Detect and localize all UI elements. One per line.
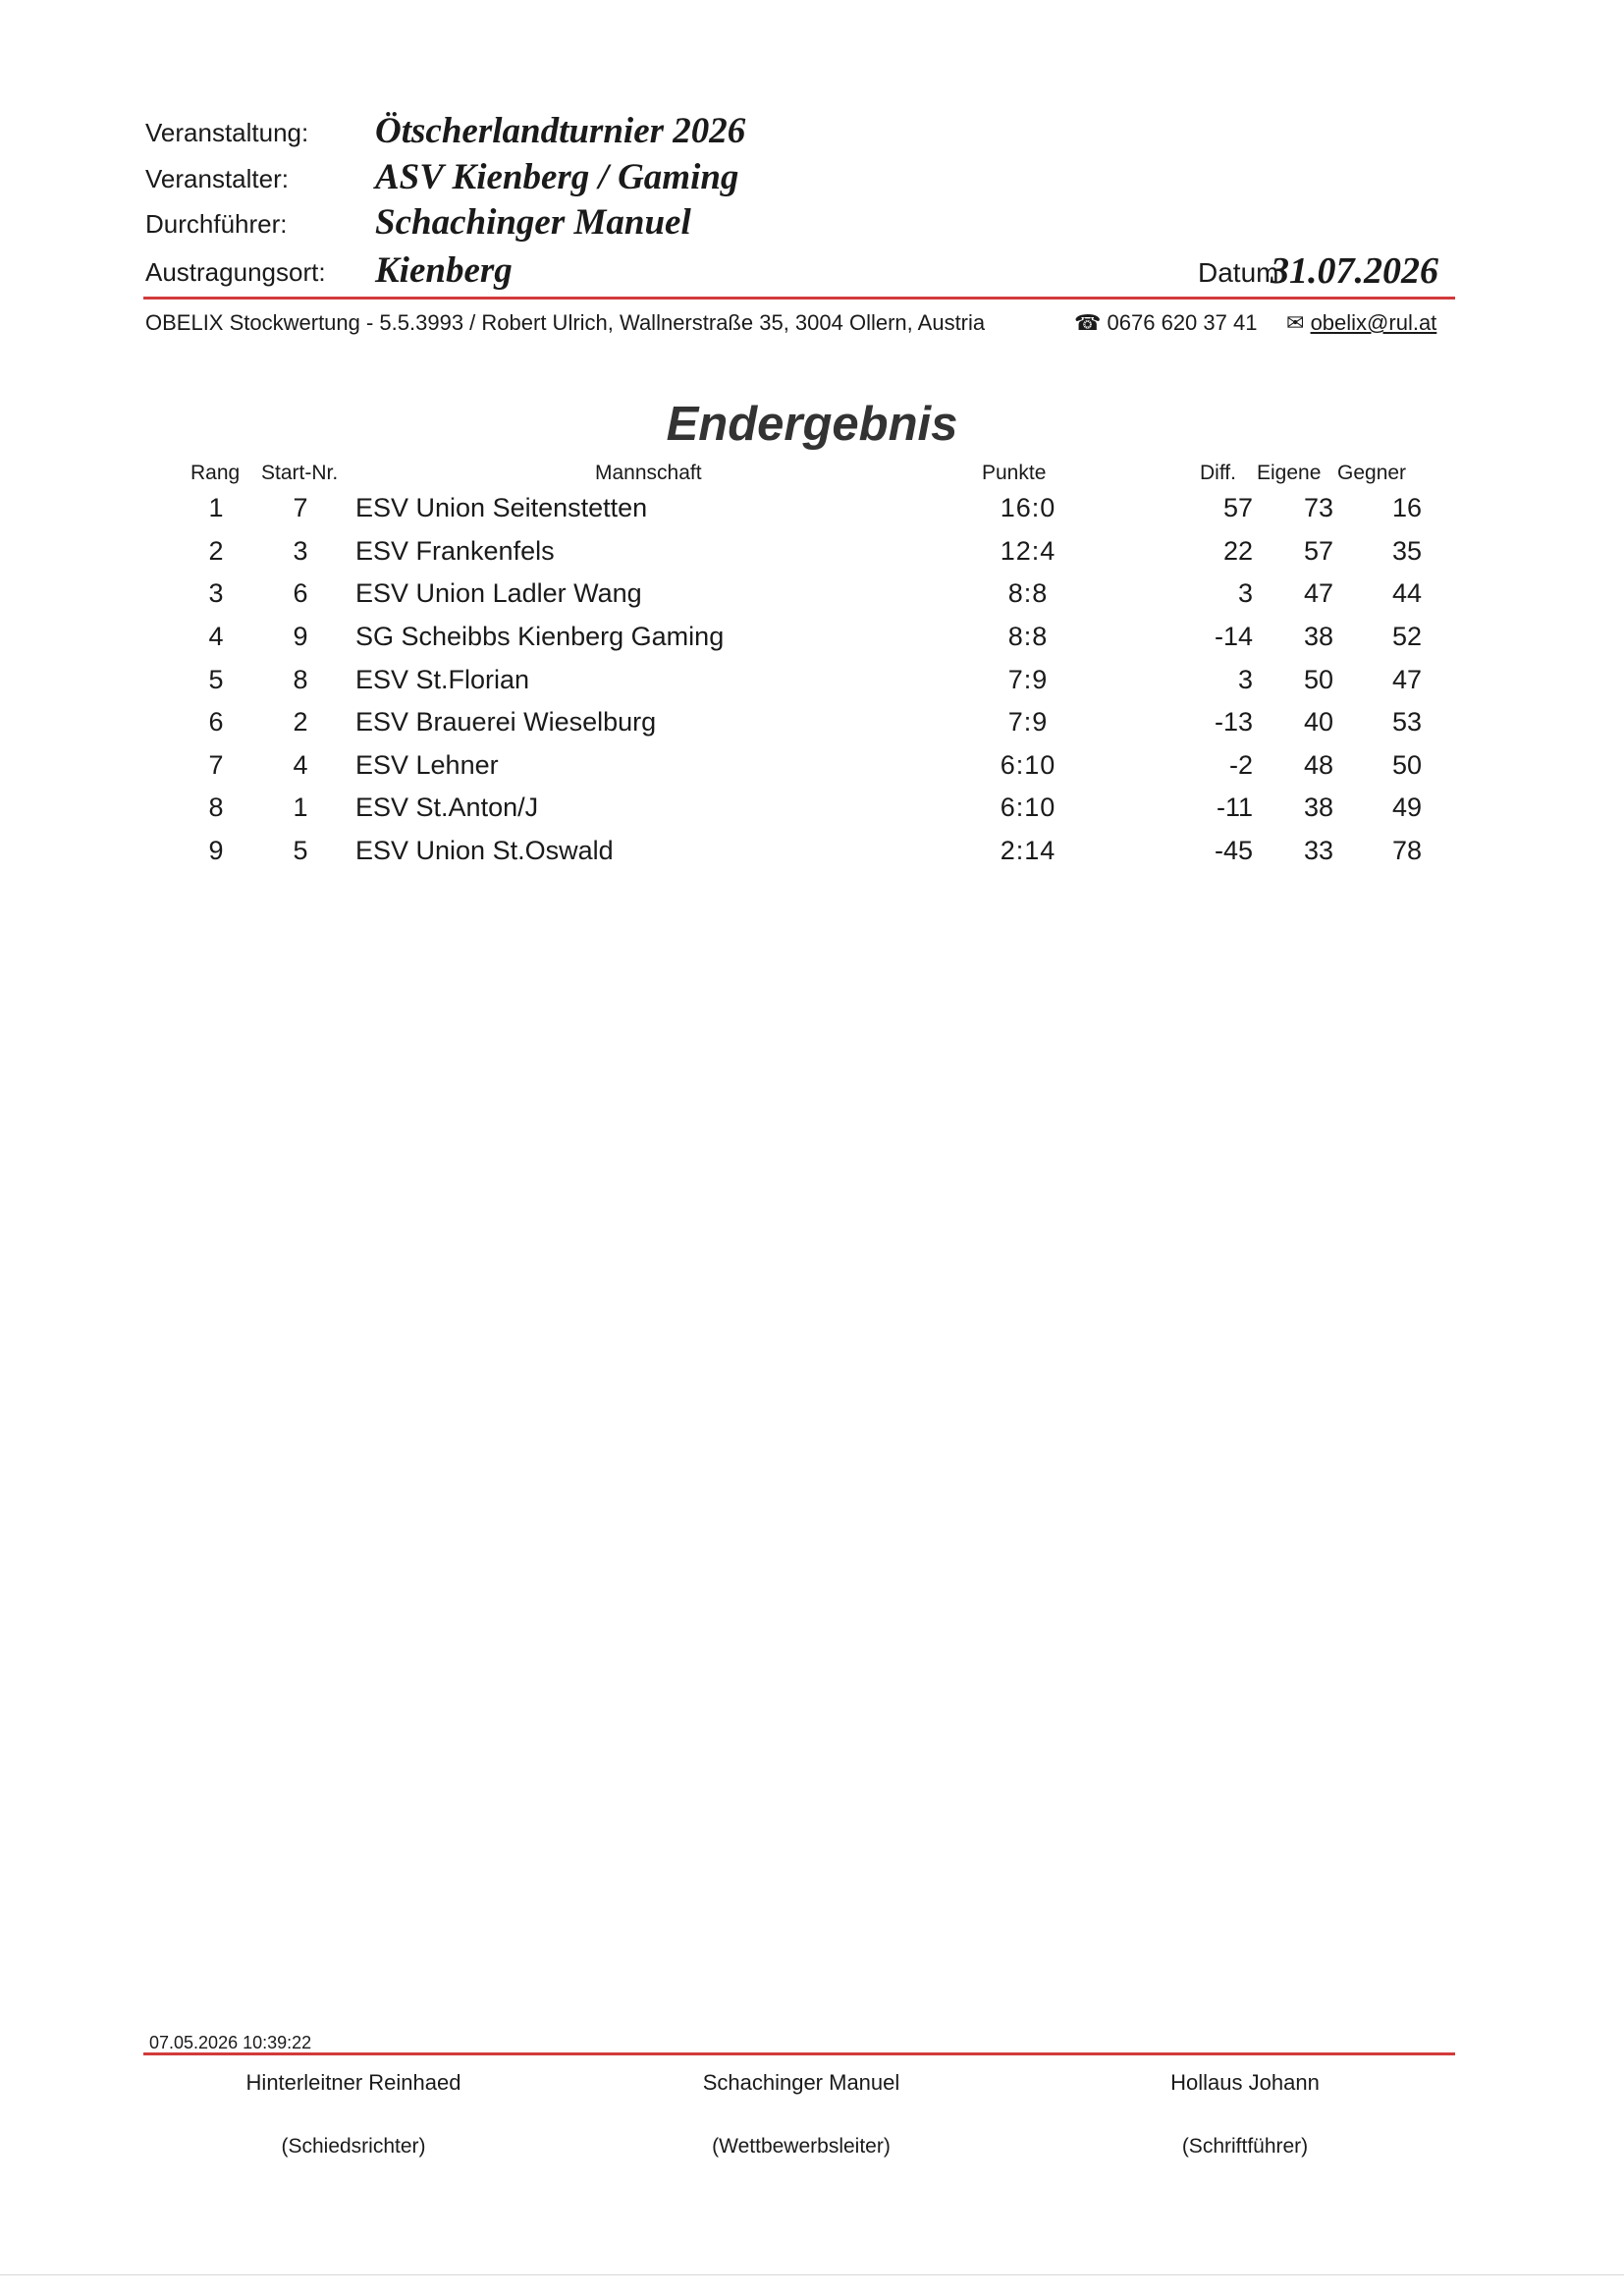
cell-team: ESV Brauerei Wieselburg — [355, 707, 657, 738]
cell-gegner: 52 — [1391, 622, 1422, 652]
results-table — [177, 487, 1422, 872]
executor-value: Schachinger Manuel — [375, 202, 691, 243]
cell-diff: 3 — [1237, 578, 1253, 609]
cell-gegner: 78 — [1391, 836, 1422, 866]
col-head-rang: Rang — [190, 462, 241, 484]
table-row — [177, 701, 1422, 744]
phone-info — [1074, 310, 1257, 336]
table-row — [177, 616, 1422, 659]
cell-gegner: 50 — [1391, 749, 1422, 780]
signature-secretary-name: Hollaus Johann — [1170, 2070, 1320, 2095]
cell-punkte: 6:10 — [1000, 793, 1056, 823]
cell-eigene: 38 — [1303, 622, 1333, 652]
table-row — [177, 658, 1422, 701]
cell-eigene: 57 — [1303, 535, 1333, 566]
telephone-icon: ☎ — [1074, 310, 1102, 335]
cell-eigene: 40 — [1303, 707, 1333, 738]
cell-diff: -13 — [1214, 707, 1253, 738]
cell-diff: -11 — [1216, 793, 1253, 823]
cell-team: ESV St.Anton/J — [355, 793, 539, 823]
event-label: Veranstaltung: — [145, 118, 309, 147]
cell-team: ESV Lehner — [355, 749, 499, 780]
table-row — [177, 530, 1422, 574]
cell-team: SG Scheibbs Kienberg Gaming — [355, 622, 725, 652]
cell-rang: 1 — [208, 493, 224, 523]
cell-punkte: 12:4 — [1000, 535, 1056, 566]
executor-label: Durchführer: — [145, 209, 288, 239]
cell-start: 3 — [293, 535, 308, 566]
cell-start: 1 — [293, 793, 308, 823]
table-row — [177, 787, 1422, 830]
cell-team: ESV Union Ladler Wang — [355, 578, 642, 609]
envelope-icon: ✉ — [1286, 310, 1305, 335]
signature-secretary-role: (Schriftführer) — [1181, 2135, 1309, 2158]
cell-team: ESV Frankenfels — [355, 535, 555, 566]
cell-eigene: 38 — [1303, 793, 1333, 823]
cell-eigene: 50 — [1303, 664, 1333, 694]
cell-eigene: 48 — [1303, 749, 1333, 780]
cell-rang: 6 — [208, 707, 224, 738]
cell-rang: 4 — [208, 622, 224, 652]
cell-rang: 5 — [208, 664, 224, 694]
cell-start: 9 — [293, 622, 308, 652]
cell-gegner: 53 — [1391, 707, 1422, 738]
date-value: 31.07.2026 — [1271, 250, 1438, 292]
col-head-diff: Diff. — [1200, 462, 1236, 484]
print-timestamp: 07.05.2026 10:39:22 — [149, 2033, 312, 2052]
cell-diff: -2 — [1228, 749, 1253, 780]
cell-gegner: 16 — [1391, 493, 1422, 523]
col-head-punkte: Punkte — [982, 462, 1047, 484]
software-info: OBELIX Stockwertung - 5.5.3993 / Robert Ulrich, Wallnerstraße 35, 3004 Ollern, Austria — [145, 310, 986, 335]
col-head-team: Mannschaft — [595, 462, 702, 484]
cell-rang: 9 — [208, 836, 224, 866]
cell-rang: 3 — [208, 578, 224, 609]
date-label: Datum: — [1198, 257, 1287, 288]
event-value: Ötscherlandturnier 2026 — [375, 111, 746, 151]
cell-punkte: 8:8 — [1007, 578, 1049, 609]
signature-referee-role: (Schiedsrichter) — [281, 2135, 426, 2158]
col-head-eigene: Eigene — [1257, 462, 1322, 484]
header-divider — [143, 297, 1455, 300]
cell-gegner: 49 — [1391, 793, 1422, 823]
cell-team: ESV St.Florian — [355, 664, 530, 694]
cell-team: ESV Union St.Oswald — [355, 836, 614, 866]
email-info — [1286, 310, 1436, 336]
venue-value: Kienberg — [375, 250, 513, 291]
col-head-start: Start-Nr. — [261, 462, 339, 484]
cell-punkte: 16:0 — [1000, 493, 1056, 523]
phone-number: 0676 620 37 41 — [1107, 310, 1258, 335]
cell-start: 4 — [293, 749, 308, 780]
table-row — [177, 830, 1422, 873]
cell-diff: 22 — [1222, 535, 1253, 566]
cell-start: 2 — [293, 707, 308, 738]
table-row — [177, 573, 1422, 616]
cell-diff: 3 — [1237, 664, 1253, 694]
cell-punkte: 2:14 — [1000, 836, 1056, 866]
cell-eigene: 73 — [1303, 493, 1333, 523]
signature-referee-name: Hinterleitner Reinhaed — [245, 2070, 461, 2095]
cell-eigene: 33 — [1303, 836, 1333, 866]
footer-divider — [143, 2052, 1455, 2055]
cell-start: 7 — [293, 493, 308, 523]
cell-start: 6 — [293, 578, 308, 609]
cell-rang: 7 — [208, 749, 224, 780]
cell-start: 5 — [293, 836, 308, 866]
cell-punkte: 8:8 — [1007, 622, 1049, 652]
cell-eigene: 47 — [1303, 578, 1333, 609]
table-row — [177, 487, 1422, 530]
col-head-gegner: Gegner — [1337, 462, 1407, 484]
cell-gegner: 44 — [1391, 578, 1422, 609]
cell-diff: -45 — [1214, 836, 1253, 866]
cell-gegner: 47 — [1391, 664, 1422, 694]
cell-diff: 57 — [1222, 493, 1253, 523]
cell-gegner: 35 — [1391, 535, 1422, 566]
email-link[interactable]: obelix@rul.at — [1310, 310, 1437, 335]
cell-punkte: 7:9 — [1007, 664, 1049, 694]
table-row — [177, 744, 1422, 788]
signature-leader-role: (Wettbewerbsleiter) — [712, 2135, 891, 2158]
signature-leader-name: Schachinger Manuel — [702, 2070, 900, 2095]
cell-rang: 8 — [208, 793, 224, 823]
cell-punkte: 6:10 — [1000, 749, 1056, 780]
venue-label: Austragungsort: — [145, 257, 326, 287]
cell-punkte: 7:9 — [1007, 707, 1049, 738]
cell-rang: 2 — [208, 535, 224, 566]
cell-start: 8 — [293, 664, 308, 694]
organizer-value: ASV Kienberg / Gaming — [375, 157, 739, 197]
page-title: Endergebnis — [666, 398, 958, 451]
scan-edge — [0, 2274, 1624, 2275]
cell-diff: -14 — [1214, 622, 1253, 652]
organizer-label: Veranstalter: — [145, 164, 289, 193]
cell-team: ESV Union Seitenstetten — [355, 493, 648, 523]
